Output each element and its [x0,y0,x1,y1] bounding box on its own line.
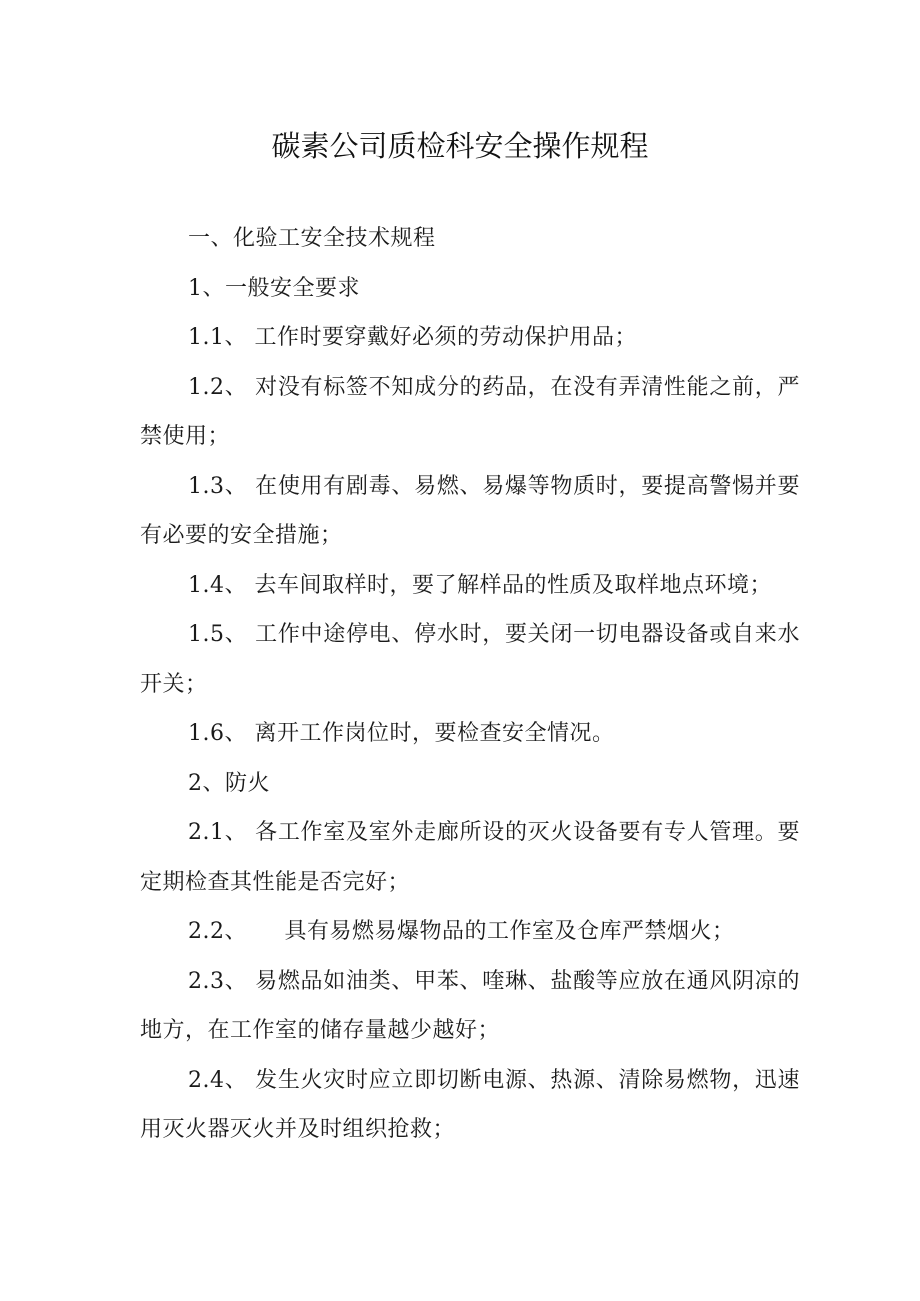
rule-item: 1.6、 离开工作岗位时，要检查安全情况。 [188,721,615,746]
rule-item: 2.2、 具有易燃易爆物品的工作室及仓库严禁烟火； [188,919,735,944]
rule-item: 2.4、 发生火灾时应立即切断电源、热源、清除易燃物，迅速用灭火器灭火并及时组织抢救； [140,1067,800,1142]
subsection-heading: 1、一般安全要求 [188,275,360,301]
rule-item: 2.1、 各工作室及室外走廊所设的灭火设备要有专人管理。要定期检查其性能是否完好； [140,820,800,895]
rule-item: 1.1、 工作时要穿戴好必须的劳动保护用品； [188,325,637,350]
document-body [140,214,800,1155]
section-heading: 一、化验工安全技术规程 [188,226,436,251]
rule-item: 1.3、 在使用有剧毒、易燃、易爆等物质时，要提高警惕并要有必要的安全措施； [140,473,800,548]
rule-item: 1.2、 对没有标签不知成分的药品，在没有弄清性能之前，严禁使用； [140,374,800,449]
rule-item: 1.5、 工作中途停电、停水时，要关闭一切电器设备或自来水开关； [140,622,800,697]
subsection-heading: 2、防火 [188,770,270,796]
rule-item: 1.4、 去车间取样时，要了解样品的性质及取样地点环境； [188,572,772,598]
rule-item: 2.3、 易燃品如油类、甲苯、喹琳、盐酸等应放在通风阴凉的地方，在工作室的储存量越少越好； [140,968,800,1043]
document-title: 碳素公司质检科安全操作规程 [271,129,649,163]
